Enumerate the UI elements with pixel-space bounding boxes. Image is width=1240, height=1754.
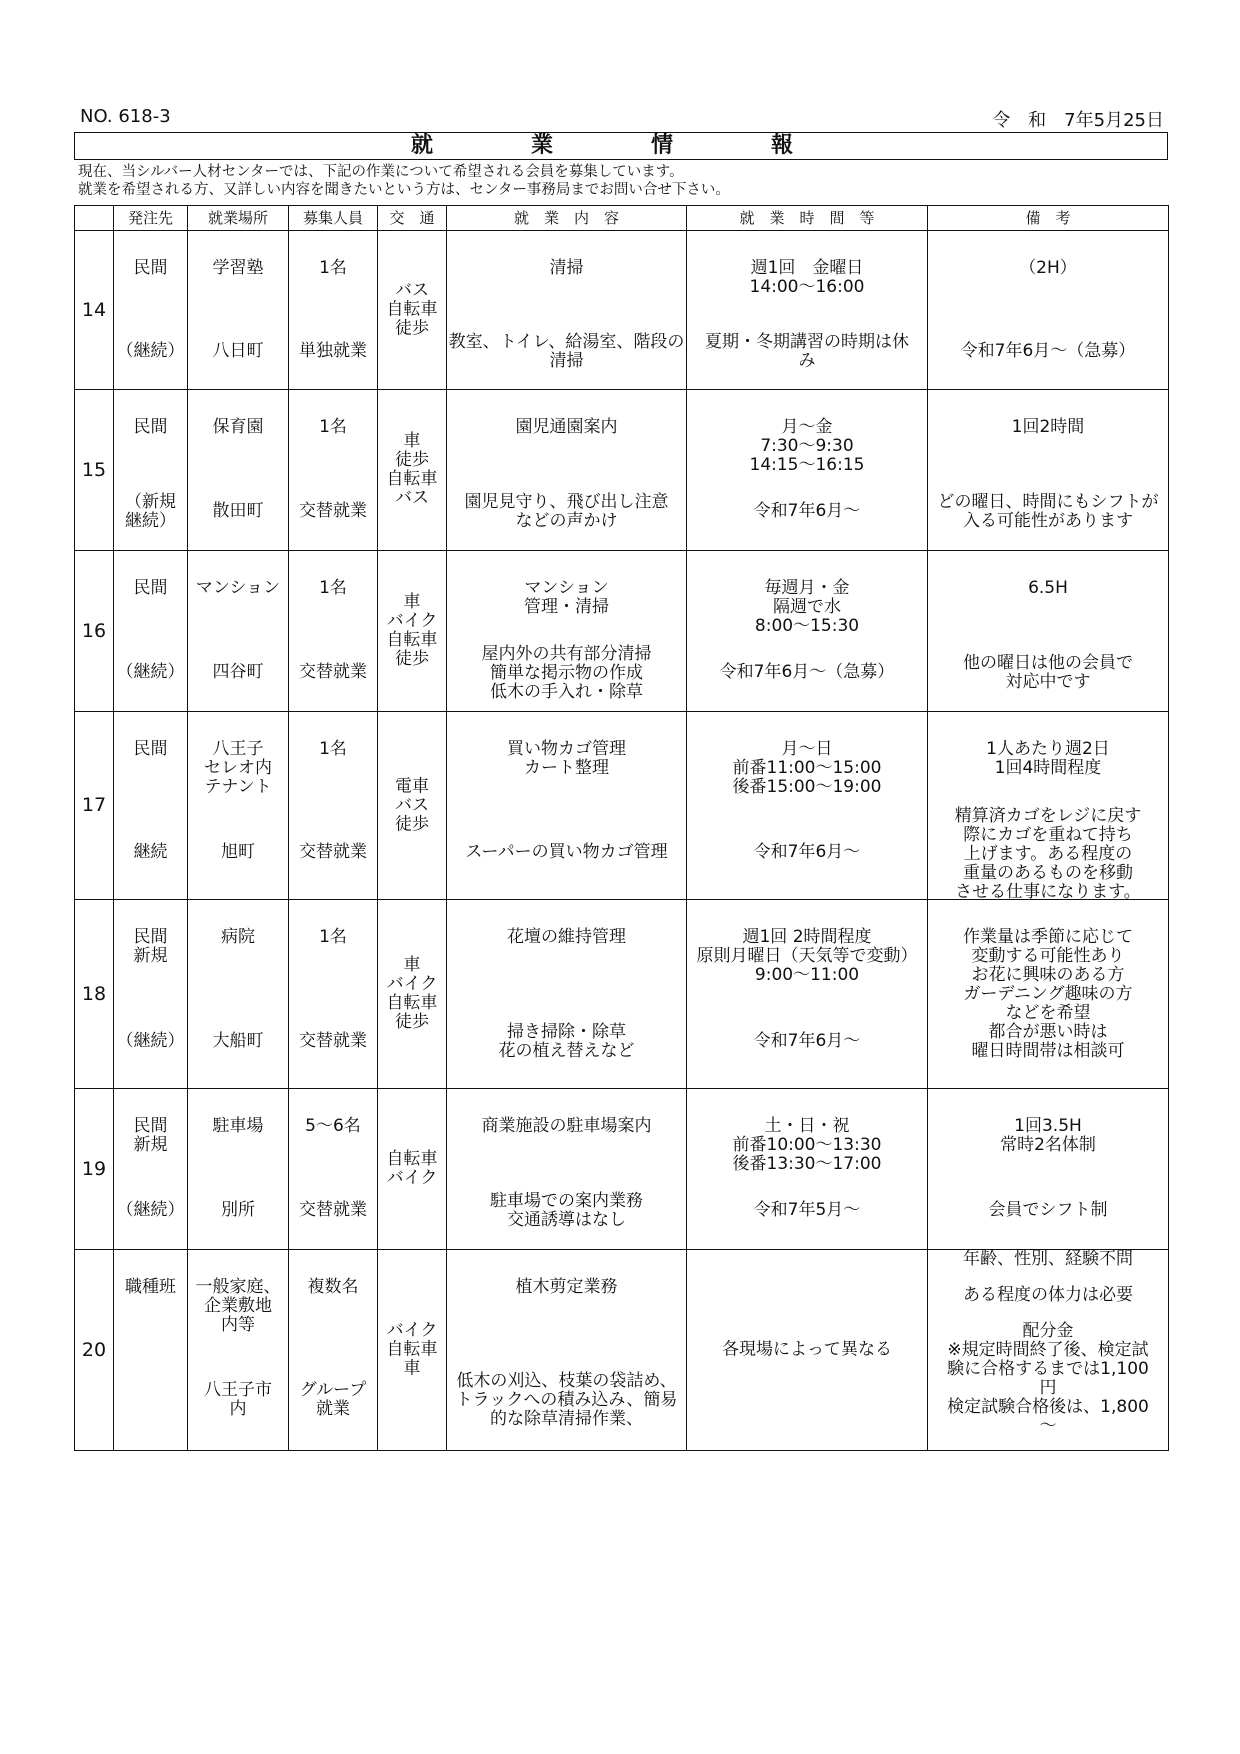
client-cell (114, 1089, 188, 1250)
table-row (75, 390, 1169, 551)
work-cell-bottom: スーパーの買い物カゴ管理 (465, 842, 668, 862)
work-cell-top: 園児通園案内 (515, 417, 618, 437)
client-cell-bottom: 継続） (125, 511, 176, 531)
staff-cell-bottom: 就業 (316, 1399, 350, 1419)
table-row (75, 1089, 1169, 1250)
transport-mode: バス (395, 280, 429, 301)
place-cell (188, 712, 289, 900)
transport-mode: バス (395, 488, 429, 508)
time-cell-bottom: 令和7年5月～ (753, 1200, 861, 1220)
client-cell-bottom: （継続） (116, 1200, 185, 1220)
client-cell-bottom: （継続） (116, 662, 185, 682)
time-cell-top: 原則月曜日（天気等で変動） (696, 946, 918, 966)
time-cell-top: 後番13:30～17:00 (732, 1154, 882, 1174)
note-cell-bottom: させる仕事になります。 (955, 882, 1141, 902)
time-cell-top: 週1回 2時間程度 (742, 927, 872, 947)
work-cell-bottom: 低木の手入れ・除草 (490, 682, 643, 702)
time-cell-bottom: 令和7年6月～ (753, 501, 861, 521)
note-cell (928, 1089, 1169, 1250)
note-cell (928, 231, 1169, 390)
time-cell (687, 390, 928, 551)
work-cell-bottom: 園児見守り、飛び出し注意 (464, 492, 669, 512)
transport-mode: 自転車 (386, 630, 438, 650)
note-line: 年齢、性別、経験不問 (963, 1249, 1133, 1269)
place-cell (188, 1089, 289, 1250)
note-cell-bottom: 入る可能性があります (963, 511, 1133, 531)
place-cell-top: 企業敷地 (204, 1296, 272, 1316)
transport-mode: 自転車 (386, 1339, 438, 1360)
header-note: 備 考 (928, 206, 1169, 231)
transport-mode: 自転車 (386, 993, 438, 1013)
client-cell-top: 民間 (133, 258, 168, 278)
intro-text (78, 163, 730, 199)
transport-mode: 徒歩 (395, 318, 429, 339)
staff-cell-bottom: グループ (299, 1380, 367, 1400)
client-cell-top: 新規 (133, 1135, 168, 1155)
note-line: ある程度の体力は必要 (963, 1285, 1133, 1305)
client-cell-top: 民間 (133, 417, 168, 437)
work-cell-bottom: 花の植え替えなど (498, 1041, 635, 1061)
staff-cell-bottom: 単独就業 (299, 341, 367, 361)
header-staff: 募集人員 (289, 206, 378, 231)
staff-cell-bottom: 交替就業 (299, 1031, 367, 1051)
time-cell-bottom: 令和7年6月～（急募） (719, 662, 895, 682)
place-cell-top: セレオ内 (204, 758, 272, 778)
note-cell-top: 6.5H (1028, 578, 1068, 598)
client-cell-top: 民間 (133, 578, 168, 598)
staff-cell (289, 231, 378, 390)
row-number: 17 (75, 712, 114, 900)
table-row (75, 900, 1169, 1089)
client-cell-bottom: （継続） (116, 1031, 185, 1051)
note-cell-bottom: 令和7年6月～（急募） (960, 341, 1136, 361)
client-cell-top: 新規 (133, 946, 168, 966)
client-cell-top: 民間 (133, 927, 168, 947)
row-number: 19 (75, 1089, 114, 1250)
place-cell-top: マンション (195, 578, 281, 598)
work-cell-bottom: 屋内外の共有部分清掃 (481, 644, 652, 664)
note-cell-bottom: 会員でシフト制 (988, 1200, 1108, 1220)
time-cell-bottom: み (798, 351, 816, 371)
note-cell-bottom: どの曜日、時間にもシフトが (937, 492, 1159, 512)
place-cell-top: 一般家庭、 (195, 1277, 281, 1297)
transport-cell (378, 231, 447, 390)
staff-cell (289, 712, 378, 900)
table-row (75, 551, 1169, 712)
client-cell-bottom: （継続） (116, 341, 185, 361)
transport-cell (378, 900, 447, 1089)
work-cell-bottom: 低木の刈込、枝葉の袋詰め、 (456, 1371, 677, 1391)
staff-cell (289, 551, 378, 712)
place-cell (188, 1250, 289, 1451)
page-title: 就 業 情 報 (74, 132, 1168, 160)
staff-cell-top: 複数名 (307, 1277, 359, 1297)
place-cell-bottom: 大船町 (212, 1031, 264, 1051)
client-cell-bottom: 継続 (133, 842, 168, 862)
note-cell-bottom: 上げます。ある程度の (963, 844, 1133, 864)
work-cell-bottom: 簡単な掲示物の作成 (490, 663, 643, 683)
work-cell-top: カート整理 (524, 758, 609, 778)
note-cell (928, 900, 1169, 1089)
time-cell-top: 7:30～9:30 (760, 436, 854, 456)
table-row (75, 712, 1169, 900)
work-cell-top: 花壇の維持管理 (507, 927, 626, 947)
note-line: 配分金 (1022, 1321, 1074, 1341)
note-cell-top: 常時2名体制 (1000, 1135, 1096, 1155)
note-line: 円 (1039, 1378, 1057, 1398)
work-cell-top: 植木剪定業務 (515, 1277, 618, 1297)
work-cell (447, 900, 687, 1089)
place-cell-top: 学習塾 (212, 258, 264, 278)
row-number: 18 (75, 900, 114, 1089)
time-cell-top: 後番15:00～19:00 (732, 777, 882, 797)
work-cell-bottom: 掃き掃除・除草 (507, 1022, 626, 1042)
note-cell-bottom: 都合が悪い時は (988, 1022, 1108, 1042)
note-cell-bottom: 精算済カゴをレジに戻す (954, 806, 1142, 826)
transport-mode: 車 (403, 592, 421, 612)
client-cell (114, 231, 188, 390)
place-cell-bottom: 散田町 (212, 501, 264, 521)
note-cell-top: などを希望 (1005, 1003, 1091, 1023)
transport-mode: 電車 (395, 776, 429, 796)
transport-mode: バイク (386, 1320, 438, 1341)
row-number: 14 (75, 231, 114, 390)
staff-cell-bottom: 交替就業 (299, 501, 367, 521)
table-row (75, 231, 1169, 390)
place-cell-bottom: 八王子市 (204, 1380, 272, 1400)
row-number: 16 (75, 551, 114, 712)
time-cell-top: 土・日・祝 (764, 1116, 850, 1136)
time-cell-top: 9:00～11:00 (754, 965, 860, 985)
transport-cell (378, 390, 447, 551)
staff-cell-bottom: 交替就業 (299, 662, 367, 682)
work-cell-top: 商業施設の駐車場案内 (481, 1116, 652, 1136)
place-cell (188, 231, 289, 390)
time-cell-top: 週1回 金曜日 (750, 258, 864, 278)
note-line: 検定試験合格後は、1,800 (947, 1397, 1149, 1417)
client-cell (114, 900, 188, 1089)
work-cell-bottom: トラックへの積み込み、簡易 (455, 1390, 678, 1410)
place-cell-top: テナント (204, 777, 272, 797)
transport-mode: バイク (386, 974, 438, 994)
time-cell-text: 各現場によって異なる (722, 1339, 892, 1360)
work-cell-bottom: 駐車場での案内業務 (490, 1191, 643, 1211)
time-cell (687, 231, 928, 390)
time-cell-top: 毎週月・金 (764, 578, 850, 598)
client-cell-top: 職種班 (125, 1277, 176, 1297)
time-cell (687, 1089, 928, 1250)
note-cell-top: 1回2時間 (1011, 417, 1085, 437)
work-cell (447, 231, 687, 390)
work-cell-bottom: 清掃 (549, 351, 584, 371)
header-time: 就 業 時 間 等 (687, 206, 928, 231)
time-cell-top: 前番11:00～15:00 (732, 758, 882, 778)
note-cell-bottom: 対応中です (1005, 672, 1091, 692)
document-number: NO. 618-3 (80, 106, 171, 127)
staff-cell (289, 1250, 378, 1451)
time-cell-top: 前番10:00～13:30 (732, 1135, 882, 1155)
note-cell (928, 1250, 1169, 1451)
place-cell-top: 病院 (221, 927, 255, 947)
place-cell (188, 390, 289, 551)
work-cell (447, 390, 687, 551)
note-cell-top: 1回4時間程度 (994, 758, 1102, 778)
table-header-row (75, 206, 1169, 231)
transport-mode: バイク (386, 611, 438, 631)
client-cell (114, 390, 188, 551)
time-cell (687, 551, 928, 712)
page-header (74, 104, 1168, 132)
staff-cell (289, 1089, 378, 1250)
client-cell-top: 民間 (133, 739, 168, 759)
transport-cell (378, 1250, 447, 1451)
staff-cell (289, 390, 378, 551)
time-cell-top: 14:00～16:00 (749, 277, 865, 297)
place-cell-top: 八王子 (212, 739, 264, 759)
job-table (74, 205, 1169, 1451)
staff-cell-top: 1名 (319, 578, 347, 598)
work-cell-bottom: などの声かけ (515, 511, 618, 531)
client-cell (114, 551, 188, 712)
client-cell-top: 民間 (133, 1116, 168, 1136)
staff-cell-bottom: 交替就業 (299, 1200, 367, 1220)
client-cell (114, 712, 188, 900)
place-cell (188, 900, 289, 1089)
time-cell (687, 1250, 928, 1451)
header-place: 就業場所 (188, 206, 289, 231)
transport-mode: 自転車 (386, 299, 438, 320)
staff-cell-top: 1名 (319, 739, 347, 759)
client-cell (114, 1250, 188, 1451)
time-cell (687, 900, 928, 1089)
work-cell (447, 712, 687, 900)
header-transport: 交 通 (378, 206, 447, 231)
header-no (75, 206, 114, 231)
issue-date: 令 和 7年5月25日 (992, 110, 1164, 131)
time-cell-bottom: 令和7年6月～ (753, 842, 861, 862)
place-cell-bottom: 内 (229, 1399, 247, 1419)
staff-cell-bottom: 交替就業 (299, 842, 367, 862)
note-line (928, 1269, 1168, 1286)
intro-line: 現在、当シルバー人材センターでは、下記の作業について希望される会員を募集しています。 (78, 164, 684, 180)
note-cell-top: （2H） (1019, 258, 1077, 278)
work-cell (447, 1250, 687, 1451)
note-line: ※規定時間終了後、検定試 (947, 1340, 1149, 1360)
time-cell-bottom: 夏期・冬期講習の時期は休 (705, 332, 909, 352)
transport-mode: 徒歩 (395, 649, 429, 669)
note-cell-bottom: 際にカゴを重ねて持ち (963, 825, 1133, 845)
work-cell (447, 1089, 687, 1250)
row-number: 15 (75, 390, 114, 551)
transport-mode: 徒歩 (395, 450, 429, 470)
work-cell-bottom: 教室、トイレ、給湯室、階段の (448, 332, 685, 352)
time-cell-bottom: 令和7年6月～ (753, 1031, 861, 1051)
note-cell-bottom: 重量のあるものを移動 (963, 863, 1133, 883)
note-cell-top: 1人あたり週2日 (986, 739, 1110, 759)
note-cell (928, 712, 1169, 900)
transport-mode: 自転車 (386, 469, 438, 489)
work-cell-top: 管理・清掃 (524, 597, 609, 617)
staff-cell-top: 1名 (319, 927, 347, 947)
place-cell-bottom: 別所 (221, 1200, 255, 1220)
staff-cell-top: 5～6名 (305, 1116, 361, 1136)
transport-mode: 車 (403, 1358, 421, 1379)
transport-mode: 車 (403, 955, 421, 975)
place-cell-top: 保育園 (212, 417, 264, 437)
time-cell-top: 8:00～15:30 (754, 616, 860, 636)
note-line: 験に合格するまでは1,100 (947, 1359, 1149, 1379)
transport-mode: バス (395, 795, 429, 815)
place-cell-bottom: 八日町 (212, 341, 264, 361)
transport-mode: 自転車 (386, 1149, 438, 1169)
transport-mode: バイク (386, 1168, 438, 1188)
work-cell-top: 清掃 (549, 258, 584, 278)
note-cell-bottom: 曜日時間帯は相談可 (971, 1041, 1125, 1061)
staff-cell (289, 900, 378, 1089)
work-cell-top: 買い物カゴ管理 (507, 739, 626, 759)
note-line: ～ (1039, 1416, 1057, 1436)
transport-cell (378, 712, 447, 900)
work-cell-top: マンション (524, 578, 609, 598)
work-cell-bottom: 的な除草清掃作業、 (490, 1409, 643, 1429)
note-cell-top: 1回3.5H (1014, 1116, 1082, 1136)
client-cell-bottom: （新規 (125, 492, 176, 512)
place-cell-top: 駐車場 (212, 1116, 264, 1136)
note-cell-top: ガーデニング趣味の方 (963, 984, 1133, 1004)
transport-cell (378, 1089, 447, 1250)
note-cell (928, 390, 1169, 551)
row-number: 20 (75, 1250, 114, 1451)
note-cell-top: 変動する可能性あり (971, 946, 1125, 966)
note-cell (928, 551, 1169, 712)
transport-mode: 車 (403, 431, 421, 451)
note-cell-bottom: 他の曜日は他の会員で (963, 653, 1133, 673)
staff-cell-top: 1名 (319, 417, 347, 437)
work-cell (447, 551, 687, 712)
note-cell-top: 作業量は季節に応じて (963, 927, 1133, 947)
staff-cell-top: 1名 (319, 258, 347, 278)
note-cell-top: お花に興味のある方 (971, 965, 1125, 985)
time-cell-top: 月～日 (781, 739, 833, 759)
transport-mode: 徒歩 (395, 814, 429, 834)
time-cell-top: 隔週で水 (773, 597, 841, 617)
transport-cell (378, 551, 447, 712)
transport-mode: 徒歩 (395, 1012, 429, 1032)
time-cell-top: 月～金 (781, 417, 833, 437)
header-client: 発注先 (114, 206, 188, 231)
table-row (75, 1250, 1169, 1451)
work-cell-bottom: 交通誘導はなし (507, 1210, 626, 1230)
place-cell-top: 内等 (221, 1315, 255, 1335)
header-work: 就 業 内 容 (447, 206, 687, 231)
time-cell (687, 712, 928, 900)
note-line (928, 1305, 1168, 1322)
place-cell (188, 551, 289, 712)
intro-line: 就業を希望される方、又詳しい内容を聞きたいという方は、センター事務局までお問い合せ下さい。 (78, 182, 730, 198)
place-cell-bottom: 旭町 (221, 842, 255, 862)
time-cell-top: 14:15～16:15 (749, 455, 865, 475)
place-cell-bottom: 四谷町 (212, 662, 264, 682)
